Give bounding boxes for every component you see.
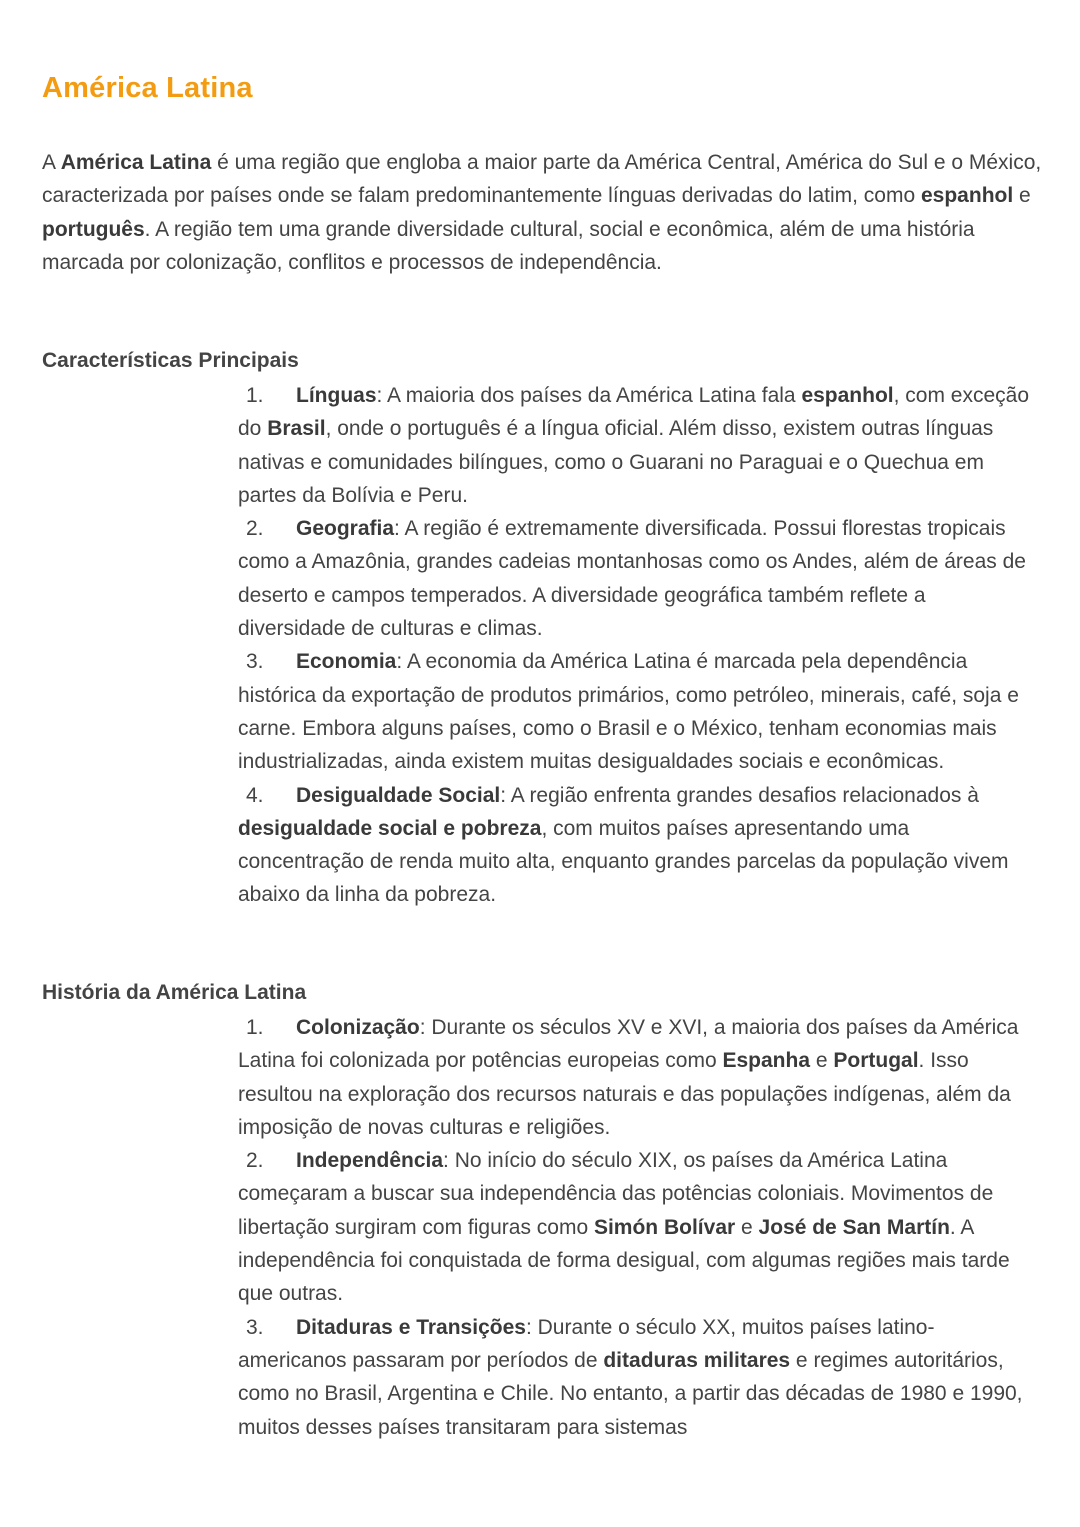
intro-text: e [1013, 184, 1031, 208]
list-item [238, 1311, 1038, 1444]
item-bold: José de San Martín [758, 1215, 950, 1239]
list-item [238, 779, 1038, 912]
item-text: e regimes autoritários, como no Brasil, Argentina e Chile. No entanto, a partir das décadas de 1980 e 1990, muitos desses países transitaram para sistemas [238, 1348, 1023, 1439]
list-number: 2. [246, 517, 264, 541]
list-item [238, 645, 1038, 778]
intro-bold: espanhol [921, 184, 1014, 208]
list-number: 3. [246, 1315, 264, 1339]
list-item [238, 512, 1038, 645]
list-number: 1. [246, 384, 264, 407]
item-bold: Brasil [267, 417, 326, 441]
item-text: e [735, 1215, 759, 1239]
list-item [238, 1011, 1038, 1144]
item-bold: Portugal [833, 1049, 919, 1073]
item-label: Desigualdade Social [296, 783, 501, 807]
list-number: 1. [246, 1016, 264, 1039]
historia-list [238, 1011, 1038, 1444]
item-label: Colonização [296, 1016, 420, 1039]
item-text: : A economia da América Latina é marcada pela dependência histórica da exportação de produtos primários, como petróleo, minerais, café, soja e carne. Embora alguns países, como o Brasil e o México, tenham economias mais industrializadas, ainda existem muitas desigualdades sociais e econômicas. [238, 650, 1019, 774]
item-text: : A região é extremamente diversificada. Possui florestas tropicais como a Amazônia, grandes cadeias montanhosas como os Andes, além de áreas de deserto e campos temperados. A diversidade geográfica também reflete a diversidade de culturas e climas. [238, 517, 1026, 641]
list-item [238, 1144, 1038, 1310]
item-bold: desigualdade social e pobreza [238, 816, 542, 840]
item-text: : A maioria dos países da América Latina fala [376, 384, 802, 407]
item-bold: ditaduras militares [603, 1348, 791, 1372]
item-text: , com muitos países apresentando uma concentração de renda muito alta, enquanto grandes parcelas da população vivem abaixo da linha da pobreza. [238, 816, 1009, 907]
item-label: Ditaduras e Transições [296, 1315, 526, 1339]
item-text: : No início do século XIX, os países da América Latina começaram a buscar sua independência das potências coloniais. Movimentos de libertação surgiram com figuras como [238, 1149, 994, 1239]
item-label: Independência [296, 1149, 444, 1173]
intro-text: A [42, 151, 61, 174]
item-label: Economia [296, 650, 397, 674]
list-number: 4. [246, 783, 264, 807]
intro-text: . A região tem uma grande diversidade cultural, social e econômica, além de uma história marcada por colonização, conflitos e processos de independência. [42, 217, 975, 274]
item-text: . A independência foi conquistada de forma desigual, com algumas regiões mais tarde que outras. [238, 1215, 1010, 1306]
section-heading-caracteristicas: Características Principais [42, 349, 299, 372]
item-text: : Durante os séculos XV e XVI, a maioria dos países da América Latina foi colonizada por potências europeias como [238, 1016, 1019, 1073]
intro-bold: português [42, 217, 145, 241]
item-bold: Simón Bolívar [593, 1215, 736, 1239]
item-text: e [810, 1049, 834, 1073]
item-text: : A região enfrenta grandes desafios relacionados à [500, 783, 979, 807]
item-text: , onde o português é a língua oficial. Além disso, existem outras línguas nativas e comunidades bilíngues, como o Guarani no Paraguai e o Quechua em partes da Bolívia e Peru. [238, 417, 994, 507]
list-item [238, 379, 1038, 512]
intro-text: é uma região que engloba a maior parte da América Central, América do Sul e o México, caracterizada por países onde se falam predominantemente línguas derivadas do latim, como [42, 151, 1042, 208]
item-text: , com exceção do [238, 384, 1030, 441]
item-label: Línguas [296, 384, 377, 407]
document-title: América Latina [42, 72, 253, 104]
item-bold: espanhol [801, 384, 894, 407]
item-text: : Durante o século XX, muitos países latino-americanos passaram por períodos de [238, 1315, 935, 1372]
item-text: . Isso resultou na exploração dos recursos naturais e das populações indígenas, além da imposição de novas culturas e religiões. [238, 1049, 1011, 1139]
section-heading-historia: História da América Latina [42, 981, 307, 1004]
intro-bold: América Latina [60, 151, 212, 174]
item-bold: Espanha [722, 1049, 811, 1073]
list-number: 2. [246, 1149, 264, 1173]
list-number: 3. [246, 650, 264, 674]
intro-paragraph [42, 146, 1042, 279]
caracteristicas-list [238, 379, 1038, 912]
item-label: Geografia [296, 517, 395, 541]
